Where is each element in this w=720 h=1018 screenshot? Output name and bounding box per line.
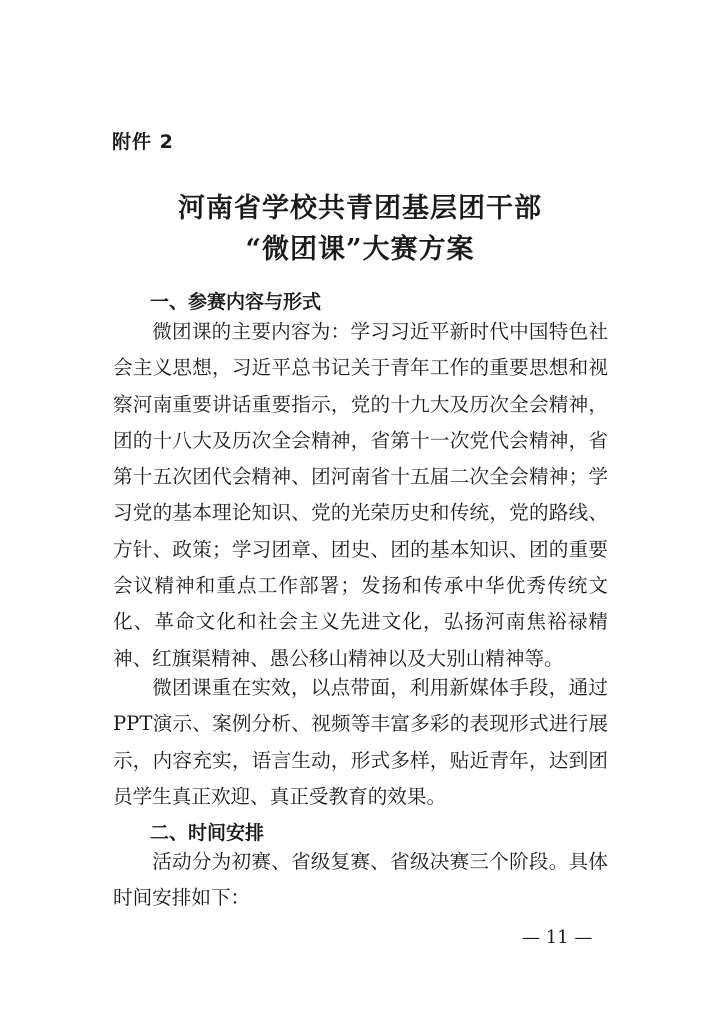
paragraph-effectiveness: 微团课重在实效，以点带面，利用新媒体手段，通过PPT演示、案例分析、视频等丰富多彩的表现形式进行展示，内容充实，语言生动，形式多样，贴近青年，达到团员学生真正欢迎、真正受教育的效果。 <box>113 676 608 808</box>
document-title-line-1: 河南省学校共青团基层团干部 <box>178 193 542 224</box>
page-number: — 11 — <box>522 927 593 948</box>
attachment-label: 附件 2 <box>112 131 174 153</box>
section-heading-schedule: 二、时间安排 <box>150 822 265 844</box>
document-title-line-2: “微团课”大赛方案 <box>245 234 475 265</box>
paragraph-schedule-intro: 活动分为初赛、省级复赛、省级决赛三个阶段。具体时间安排如下： <box>113 850 608 910</box>
section-heading-content-format: 一、参赛内容与形式 <box>150 291 322 313</box>
paragraph-main-content: 微团课的主要内容为：学习习近平新时代中国特色社会主义思想，习近平总书记关于青年工作的重要思想和视察河南重要讲话重要指示，党的十九大及历次全会精神，团的十八大及历次全会精神，省第十一次党代会精神，省第十五次团代会精神、团河南省十五届二次全会精神；学习党的基本理论知识、党的光荣历史和传统，党的路线、方针、政策；学习团章、团史、团的基本知识、团的重要会议精神和重点工作部署；发扬和传承中华优秀传统文化、革命文化和社会主义先进文化，弘扬河南焦裕禄精神、红旗渠精神、愚公移山精神以及大别山精神等。 <box>113 320 608 670</box>
